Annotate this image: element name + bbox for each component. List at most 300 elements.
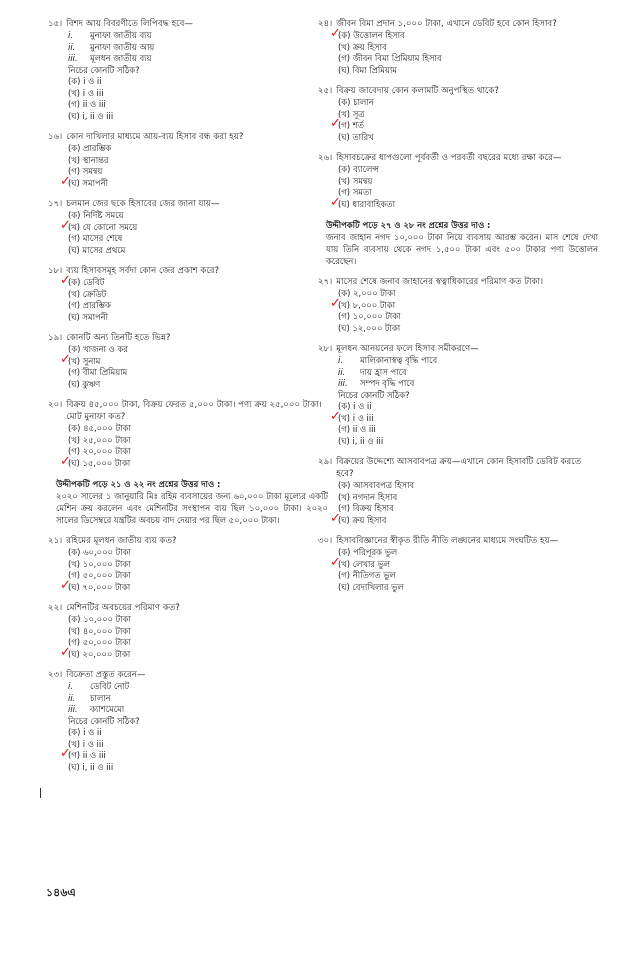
answer-option [68, 99, 328, 111]
question-header [318, 152, 598, 164]
page-number: ১৪৬এ [46, 886, 76, 899]
answer-option [338, 480, 598, 492]
question-number: ২৯। [318, 457, 333, 467]
option-letter: (খ) [68, 221, 81, 232]
option-text: যে কোনো সময়ে [82, 221, 138, 232]
check-mark-icon: ✓ [330, 26, 341, 41]
statement-numeral: i. [68, 30, 73, 40]
answer-option [68, 435, 328, 447]
option-text: ২০,০০০ টাকা [82, 648, 131, 659]
question-number: ২৬। [318, 153, 333, 163]
option-text: ২০,০০০ টাকা [82, 446, 131, 456]
option-text: নগদান হিসাব [352, 491, 398, 502]
option-letter: (খ) [68, 87, 81, 98]
option-text: ব্যালেন্স [353, 164, 379, 174]
option-text: ক্রয় হিসাব [352, 514, 387, 525]
stimulus-text: ২০২০ সালের ১ জানুয়ারি মিঃ রহিম ব্যবসায়ের জন্য ৬০,০০০ টাকা মূল্যের একটি মেশিন ক্রয় করলেন এবং মেশিনটির সংস্থাপন ব্যয় ছিল ১০,০০০ টাকা। ২০২০ সালের ডিসেম্বরে যন্ত্রটির অবচয় বাদ দেয়ার পর ছিল ৫০,০০০ টাকা। [56, 491, 328, 525]
option-letter: (গ) [338, 311, 351, 321]
question-number: ৩০। [318, 536, 333, 546]
question-header [48, 198, 328, 210]
question-text: জীবন বিমা প্রদান ১,০০০ টাকা, এখানে ডেবিট হবে কোন হিসাব? [336, 19, 557, 29]
option-letter: (খ) [68, 355, 81, 366]
option-text: ধারাবাহিকতা [352, 198, 396, 209]
question-item [318, 343, 598, 447]
option-letter: (ঘ) [68, 581, 80, 592]
statement-numeral: i. [338, 355, 343, 365]
answer-option [68, 233, 328, 245]
statement-item [338, 355, 598, 367]
option-letter: (ঘ) [68, 761, 80, 772]
question-text: চলমান জের ছকে হিসাবের জের জানা যায়— [66, 199, 220, 209]
option-letter: (ক) [68, 423, 81, 433]
question-number: ১৭। [48, 199, 63, 209]
option-text: ক্রেডিট [82, 288, 107, 299]
option-letter: (গ) [68, 446, 81, 456]
answer-option-marked [60, 217, 328, 234]
option-letter: (খ) [68, 434, 81, 445]
check-mark-icon: ✓ [60, 746, 71, 761]
answer-option [338, 65, 598, 77]
option-text: i, ii ও iii [82, 761, 114, 772]
question-item [48, 131, 328, 189]
answer-option-marked [330, 116, 598, 132]
statement-text: মূলধন জাতীয় ব্যয় [90, 53, 152, 63]
stimulus-heading: উদ্দীপকটি পড়ে ২৭ ও ২৮ নং প্রশ্নের উত্তর দাও : [326, 220, 491, 230]
option-text: সমন্বয় [82, 166, 103, 176]
option-text: বিমা প্রিমিয়াম [352, 64, 397, 75]
option-text: i ও iii [82, 738, 104, 749]
question-number: ২৭। [318, 277, 333, 287]
answer-option [68, 727, 328, 739]
answer-option [338, 164, 598, 176]
answer-option-marked [60, 644, 328, 661]
option-letter: (ঘ) [68, 244, 80, 255]
option-text: মাসের প্রথমে [82, 244, 126, 255]
option-letter: (ঘ) [68, 177, 80, 188]
check-mark-icon: ✓ [60, 577, 71, 593]
statement-item [338, 378, 598, 390]
check-mark-icon: ✓ [60, 273, 71, 288]
option-text: উত্তোলন হিসাব [353, 30, 405, 40]
option-letter: (ক) [338, 547, 351, 557]
question-item [318, 456, 598, 526]
option-text: খাজনা ও কর [83, 344, 128, 354]
question-number: ২৫। [318, 86, 333, 96]
option-letter: (খ) [338, 108, 351, 119]
option-text: মাসের শেষে [82, 233, 123, 243]
statement-item [68, 30, 328, 42]
option-letter: (ঘ) [338, 581, 350, 592]
option-text: i ও ii [83, 76, 102, 86]
question-item [318, 18, 598, 76]
question-item [318, 535, 598, 593]
option-letter: (ক) [68, 727, 81, 737]
statement-numeral: ii. [68, 692, 76, 703]
answer-option [338, 436, 598, 448]
option-text: ২৫,০০০ টাকা [82, 434, 131, 445]
answer-option [68, 423, 328, 435]
answer-option [338, 53, 598, 65]
question-number: ২১। [48, 536, 63, 546]
question-item [318, 85, 598, 143]
statement-text: মালিকানাস্বত্ব বৃদ্ধি পাবে [360, 355, 438, 365]
question-text: বিক্রয় জাবেদায় কোন কলামটি অনুপস্থিত থাকে? [336, 86, 499, 96]
option-letter: (ঘ) [338, 131, 350, 142]
option-letter: (খ) [68, 738, 81, 749]
question-header [48, 332, 328, 344]
statement-item [68, 42, 328, 54]
answer-option-marked [60, 273, 328, 289]
option-text: লেখার ভুল [352, 558, 391, 569]
answer-option-marked [60, 173, 328, 190]
answer-option [68, 111, 328, 123]
question-number: ২৪। [318, 19, 333, 29]
option-text: ১০,০০০ টাকা [352, 311, 401, 321]
statement-item [68, 681, 328, 693]
option-text: সূত্র [352, 108, 365, 119]
option-letter: (ক) [338, 401, 351, 411]
check-mark-icon: ✓ [60, 644, 71, 660]
option-letter: (ক) [68, 76, 81, 86]
question-text: বিক্রেতা প্রস্তুত করেন— [66, 670, 146, 680]
option-letter: (গ) [338, 424, 351, 434]
answer-option-marked [60, 577, 328, 594]
option-letter: (ঘ) [338, 514, 350, 525]
statement-item [338, 367, 598, 379]
option-letter: (গ) [68, 367, 81, 377]
option-text: i ও ii [83, 727, 102, 737]
check-mark-icon: ✓ [60, 453, 71, 469]
answer-option [68, 76, 328, 88]
option-letter: (ক) [68, 344, 81, 354]
question-header [48, 18, 328, 30]
check-mark-icon: ✓ [330, 408, 341, 424]
statement-item [68, 693, 328, 705]
question-text: ব্যয় হিসাবসমূহ সর্বদা কোন জের প্রকাশ করে? [66, 266, 220, 276]
option-text: ৭০,০০০ টাকা [82, 581, 131, 592]
option-letter: (খ) [68, 558, 81, 569]
option-text: i ও iii [352, 412, 374, 423]
option-text: জীবন বিমা প্রিমিয়াম হিসাব [352, 53, 442, 63]
question-item [48, 18, 328, 122]
answer-option [68, 245, 328, 257]
answer-option [338, 503, 598, 515]
question-text: রহিমের মূলধন জাতীয় ব্যয় কত? [66, 536, 177, 546]
question-item [48, 602, 328, 660]
answer-option [68, 637, 328, 649]
answer-option [68, 570, 328, 582]
option-letter: (খ) [338, 558, 351, 569]
answer-option [338, 492, 598, 504]
question-text: বিক্রয় ৪৫,০০০ টাকা, বিক্রয় ফেরত ৫,০০০ টাকা। পণ্য ক্রয় ২৫,০০০ টাকা। মোট মুনাফা কত? [66, 400, 322, 422]
margin-mark [40, 788, 41, 798]
answer-option [338, 176, 598, 188]
answer-option [338, 132, 598, 144]
option-letter: (ক) [68, 614, 81, 624]
option-text: ১০,০০০ টাকা [83, 614, 131, 624]
option-text: সমন্বয় [352, 175, 373, 186]
check-mark-icon: ✓ [330, 194, 341, 210]
check-mark-icon: ✓ [330, 554, 341, 570]
option-letter: (খ) [338, 412, 351, 423]
question-header [48, 535, 328, 547]
answer-option [338, 323, 598, 335]
option-letter: (ঘ) [68, 457, 80, 468]
question-header [48, 131, 328, 143]
right-column [318, 18, 598, 602]
option-text: প্রারম্ভিক [83, 143, 112, 153]
option-letter: (খ) [338, 41, 351, 52]
option-letter: (খ) [68, 288, 81, 299]
statement-numeral: iii. [68, 704, 78, 714]
question-text: মাসের শেষে জনাব জাহানের স্বত্বাধিকারের পরিমাণ কত টাকা। [336, 277, 544, 287]
question-number: ১৯। [48, 333, 63, 343]
option-text: ৪০,০০০ টাকা [82, 625, 131, 636]
option-letter: (ক) [338, 288, 351, 298]
option-letter: (গ) [68, 570, 81, 580]
option-letter: (খ) [338, 175, 351, 186]
question-text: বিক্রয়ের উদ্দেশ্যে আসবাবপত্র ক্রয়—এখানে কোন হিসাবটি ডেবিট করতে হবে? [336, 457, 582, 479]
option-letter: (গ) [68, 233, 81, 243]
option-text: সমাপনী [82, 177, 109, 188]
option-letter: (ক) [68, 547, 81, 557]
answer-option [338, 570, 598, 582]
option-text: i ও iii [82, 87, 104, 98]
question-text: হিসাবচক্রের ধাপগুলো পূর্ববর্তী ও পরবর্তী বছরের মধ্যে রক্ষা করে— [336, 153, 562, 163]
answer-option [68, 446, 328, 458]
option-letter: (গ) [338, 503, 351, 513]
option-letter: (খ) [338, 299, 351, 310]
question-item [318, 152, 598, 210]
option-text: ৫০,০০০ টাকা [82, 570, 131, 580]
option-letter: (খ) [338, 491, 351, 502]
answer-option-marked [330, 554, 598, 571]
option-letter: (ঘ) [68, 110, 80, 121]
question-number: ২৮। [318, 344, 333, 354]
statement-numeral: iii. [68, 53, 78, 63]
option-letter: (গ) [338, 187, 351, 197]
option-letter: (গ) [338, 53, 351, 63]
question-item [318, 276, 598, 334]
option-text: ডেবিট [83, 277, 105, 287]
stimulus-heading: উদ্দীপকটি পড়ে ২১ ও ২২ নং প্রশ্নের উত্তর দাও : [56, 479, 221, 489]
answer-option [338, 424, 598, 436]
answer-option [68, 379, 328, 391]
option-text: ii ও iii [82, 750, 106, 760]
question-number: ১৮। [48, 266, 63, 276]
option-text: ২,০০০ টাকা [353, 288, 396, 298]
statement-text: ক্যাশমেমো [90, 704, 125, 714]
answer-option-marked [330, 295, 598, 312]
question-number: ২০। [48, 400, 63, 410]
option-text: নীতিগত ভুল [352, 570, 396, 580]
answer-option-marked [330, 194, 598, 211]
statement-text: দায় হ্রাস পাবে [360, 366, 407, 377]
statement-item [68, 53, 328, 65]
question-text: কোন দাখিলার মাধ্যমে আয়-ব্যয় হিসাব বন্ধ করা হয়? [66, 132, 244, 142]
option-text: কুঋণ [82, 378, 101, 389]
question-text: হিসাববিজ্ঞানের স্বীকৃত রীতি নীতি লঙ্ঘনের মাধ্যমে সংঘটিত হয়— [336, 536, 559, 546]
check-mark-icon: ✓ [330, 116, 341, 131]
option-letter: (ঘ) [338, 64, 350, 75]
answer-option [68, 344, 328, 356]
option-letter: (গ) [68, 637, 81, 647]
answer-option [338, 187, 598, 199]
option-letter: (ক) [338, 97, 351, 107]
question-header [318, 18, 598, 30]
answer-option [68, 166, 328, 178]
check-mark-icon: ✓ [330, 510, 341, 526]
option-text: প্রারম্ভিক [82, 300, 111, 310]
question-number: ২২। [48, 603, 63, 613]
question-header [48, 265, 328, 277]
option-text: স্থানান্তর [82, 154, 109, 165]
question-header [48, 399, 328, 423]
option-text: ১৫,০০০ টাকা [82, 457, 131, 468]
option-letter: (ঘ) [68, 311, 80, 322]
answer-option-marked [330, 26, 598, 42]
question-text: কোনটি অন্য তিনটি হতে ভিন্ন? [66, 333, 171, 343]
question-item [48, 399, 328, 469]
option-text: ৬০,০০০ টাকা [83, 547, 131, 557]
answer-option [68, 547, 328, 559]
question-text: বিশদ আয় বিবরণীতে লিপিবদ্ধ হবে— [66, 19, 193, 29]
option-text: চালান [353, 97, 374, 107]
answer-option [338, 288, 598, 300]
option-text: i ও ii [353, 401, 372, 411]
option-text: আসবাবপত্র হিসাব [353, 480, 415, 490]
stimulus-text: জনাব জাহান নগদ ১০,০০০ টাকা নিয়ে ব্যবসায় আরম্ভ করেন। মাস শেষে দেখা যায় তিনি ব্যবসায় থেকে নগদ ১,৫০০ টাকা এবং ৫০০ টাকার পণ্য উত্তোলন করেছেন। [326, 232, 598, 266]
option-text: পরিপূরক ভুল [353, 547, 398, 557]
option-text: i, ii ও iii [82, 110, 114, 121]
option-text: বিক্রয় হিসাব [352, 503, 394, 513]
answer-option [68, 300, 328, 312]
question-number: ২৩। [48, 670, 63, 680]
statement-numeral: i. [68, 681, 73, 691]
question-prompt: নিচের কোনটি সঠিক? [68, 715, 140, 726]
option-letter: (গ) [68, 750, 81, 760]
option-letter: (ক) [338, 164, 351, 174]
option-letter: (খ) [68, 625, 81, 636]
answer-option [68, 762, 328, 774]
option-text: নির্দিষ্ট সময়ে [83, 210, 124, 220]
answer-option-marked [330, 408, 598, 425]
answer-option [338, 401, 598, 413]
option-letter: (গ) [68, 99, 81, 109]
question-text: মূলধন আনয়নের ফলে হিসাব সমীকরণে— [336, 344, 479, 354]
option-text: সমতা [352, 187, 372, 197]
check-mark-icon: ✓ [330, 295, 341, 311]
question-item [48, 265, 328, 323]
option-letter: (ক) [68, 277, 81, 287]
answer-option-marked [60, 453, 328, 470]
option-text: ii ও iii [82, 99, 106, 109]
option-text: ii ও iii [352, 424, 376, 434]
answer-option [68, 155, 328, 167]
answer-option [68, 312, 328, 324]
question-header [318, 343, 598, 355]
option-text: সুনাম [82, 355, 101, 366]
option-text: ক্রয় হিসাব [352, 41, 387, 52]
option-letter: (গ) [338, 570, 351, 580]
answer-option [338, 42, 598, 54]
option-letter: (গ) [68, 300, 81, 310]
option-text: i, ii ও iii [352, 435, 384, 446]
option-letter: (গ) [338, 120, 351, 130]
question-text: মেশিনটির অবচয়ের পরিমাণ কত? [66, 603, 180, 613]
question-header [318, 276, 598, 288]
statement-text: সম্পদ বৃদ্ধি পাবে [360, 378, 415, 388]
question-prompt: নিচের কোনটি সঠিক? [338, 389, 410, 400]
stimulus-passage [56, 478, 328, 526]
option-letter: (ঘ) [338, 322, 350, 333]
question-number: ১৬। [48, 132, 63, 142]
option-letter: (ঘ) [338, 198, 350, 209]
option-text: ৫০,০০০ টাকা [82, 637, 131, 647]
option-letter: (ক) [338, 480, 351, 490]
statement-text: চালান [90, 692, 111, 703]
question-header [318, 535, 598, 547]
question-item [48, 332, 328, 390]
left-column [48, 18, 328, 782]
statement-text: মুনাফা জাতীয় আয় [90, 41, 155, 52]
option-letter: (ক) [338, 30, 351, 40]
check-mark-icon: ✓ [60, 351, 71, 367]
statement-item [68, 704, 328, 716]
option-letter: (ক) [68, 143, 81, 153]
answer-option [338, 311, 598, 323]
statement-text: মুনাফা জাতীয় ব্যয় [90, 30, 152, 40]
stimulus-passage [326, 219, 598, 267]
statement-text: ডেবিট নোট [90, 681, 130, 691]
question-header [318, 85, 598, 97]
statement-numeral: ii. [338, 366, 346, 377]
answer-option [68, 210, 328, 222]
answer-option [68, 289, 328, 301]
option-text: ১০,০০০ টাকা [82, 558, 131, 569]
answer-option [68, 739, 328, 751]
option-letter: (ক) [68, 210, 81, 220]
answer-option [338, 547, 598, 559]
answer-option [68, 88, 328, 100]
answer-option [68, 626, 328, 638]
question-header [48, 602, 328, 614]
answer-option-marked [60, 746, 328, 762]
statement-numeral: ii. [68, 41, 76, 52]
statement-numeral: iii. [338, 378, 348, 388]
question-prompt: নিচের কোনটি সঠিক? [68, 64, 140, 75]
question-item [48, 198, 328, 256]
question-header [48, 669, 328, 681]
option-text: শর্ত [352, 120, 364, 130]
question-header [318, 456, 598, 480]
question-number: ১৫। [48, 19, 63, 29]
answer-option [338, 582, 598, 594]
option-letter: (খ) [68, 154, 81, 165]
question-item [48, 535, 328, 593]
answer-option [338, 97, 598, 109]
option-letter: (ঘ) [68, 378, 80, 389]
option-text: বেদাখিলার ভুল [352, 581, 404, 592]
option-letter: (গ) [68, 166, 81, 176]
option-text: ৪৫,০০০ টাকা [83, 423, 131, 433]
option-letter: (ঘ) [338, 435, 350, 446]
option-text: ৮,০০০ টাকা [352, 299, 396, 310]
answer-option-marked [330, 510, 598, 527]
answer-option [68, 143, 328, 155]
question-item [48, 669, 328, 773]
option-text: বীমা প্রিমিয়াম [82, 367, 128, 377]
